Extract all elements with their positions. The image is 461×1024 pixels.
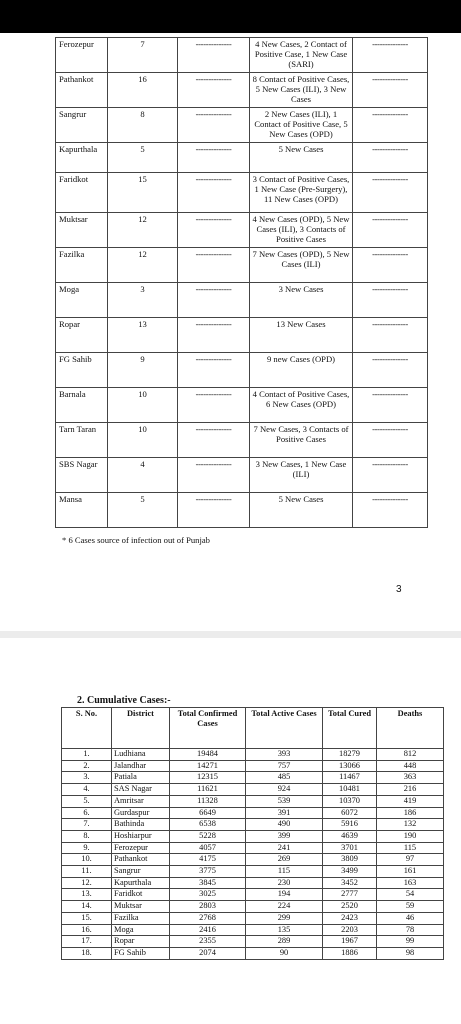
- active-cell: 289: [246, 936, 323, 948]
- s-no-cell: 6.: [62, 807, 112, 819]
- daily-cases-table: [55, 37, 428, 528]
- dash-cell: --------------: [353, 213, 428, 248]
- header-total-confirmed: Total Confirmed Cases: [170, 708, 246, 749]
- active-cell: 90: [246, 947, 323, 959]
- cured-cell: 13066: [323, 760, 377, 772]
- district-cell: Ludhiana: [112, 749, 170, 761]
- confirmed-cell: 11621: [170, 784, 246, 796]
- confirmed-cell: 14271: [170, 760, 246, 772]
- table-row: [56, 143, 428, 173]
- confirmed-cell: 2355: [170, 936, 246, 948]
- s-no-cell: 1.: [62, 749, 112, 761]
- dash-cell: --------------: [178, 493, 250, 528]
- confirmed-cell: 4057: [170, 842, 246, 854]
- table-row: [62, 749, 444, 761]
- confirmed-cell: 3845: [170, 877, 246, 889]
- daily-cases-table-body: [56, 38, 428, 528]
- count-cell: 12: [108, 248, 178, 283]
- table-row: [62, 830, 444, 842]
- table-row: [62, 947, 444, 959]
- s-no-cell: 13.: [62, 889, 112, 901]
- district-cell: Fazilka: [56, 248, 108, 283]
- active-cell: 485: [246, 772, 323, 784]
- table-row: [62, 760, 444, 772]
- district-cell: Kapurthala: [56, 143, 108, 173]
- district-cell: Ropar: [56, 318, 108, 353]
- district-cell: Amritsar: [112, 795, 170, 807]
- cured-cell: 3499: [323, 866, 377, 878]
- count-cell: 12: [108, 213, 178, 248]
- s-no-cell: 12.: [62, 877, 112, 889]
- document-page-3: [0, 33, 461, 631]
- top-black-bar: [0, 0, 461, 33]
- deaths-cell: 363: [377, 772, 444, 784]
- cured-cell: 18279: [323, 749, 377, 761]
- confirmed-cell: 19484: [170, 749, 246, 761]
- active-cell: 924: [246, 784, 323, 796]
- table-row: [62, 877, 444, 889]
- deaths-cell: 98: [377, 947, 444, 959]
- district-cell: SAS Nagar: [112, 784, 170, 796]
- remarks-cell: 5 New Cases: [250, 143, 353, 173]
- table-row: [62, 819, 444, 831]
- s-no-cell: 9.: [62, 842, 112, 854]
- deaths-cell: 186: [377, 807, 444, 819]
- count-cell: 15: [108, 173, 178, 213]
- district-cell: Moga: [112, 924, 170, 936]
- s-no-cell: 14.: [62, 901, 112, 913]
- district-cell: Ferozepur: [56, 38, 108, 73]
- count-cell: 13: [108, 318, 178, 353]
- district-cell: Tarn Taran: [56, 423, 108, 458]
- cured-cell: 3452: [323, 877, 377, 889]
- dash-cell: --------------: [353, 143, 428, 173]
- s-no-cell: 7.: [62, 819, 112, 831]
- s-no-cell: 5.: [62, 795, 112, 807]
- table-row: [62, 936, 444, 948]
- dash-cell: --------------: [353, 423, 428, 458]
- active-cell: 490: [246, 819, 323, 831]
- table-row: [62, 772, 444, 784]
- remarks-cell: 4 New Cases (OPD), 5 New Cases (ILI), 3 Contacts of Positive Cases: [250, 213, 353, 248]
- count-cell: 5: [108, 493, 178, 528]
- table-row: [62, 889, 444, 901]
- dash-cell: --------------: [353, 38, 428, 73]
- table-row: [62, 795, 444, 807]
- confirmed-cell: 12315: [170, 772, 246, 784]
- table-row: [62, 912, 444, 924]
- page-gap: [0, 631, 461, 638]
- active-cell: 241: [246, 842, 323, 854]
- table-row: [56, 493, 428, 528]
- table-row: [56, 318, 428, 353]
- district-cell: Fazilka: [112, 912, 170, 924]
- dash-cell: --------------: [178, 73, 250, 108]
- dash-cell: --------------: [353, 173, 428, 213]
- count-cell: 7: [108, 38, 178, 73]
- dash-cell: --------------: [178, 213, 250, 248]
- remarks-cell: 2 New Cases (ILI), 1 Contact of Positive Case, 5 New Cases (OPD): [250, 108, 353, 143]
- dash-cell: --------------: [353, 388, 428, 423]
- table-row: [56, 38, 428, 73]
- confirmed-cell: 3775: [170, 866, 246, 878]
- cured-cell: 6072: [323, 807, 377, 819]
- confirmed-cell: 2416: [170, 924, 246, 936]
- dash-cell: --------------: [178, 388, 250, 423]
- confirmed-cell: 2074: [170, 947, 246, 959]
- district-cell: Faridkot: [112, 889, 170, 901]
- active-cell: 230: [246, 877, 323, 889]
- active-cell: 399: [246, 830, 323, 842]
- table-row: [62, 901, 444, 913]
- district-cell: Barnala: [56, 388, 108, 423]
- count-cell: 8: [108, 108, 178, 143]
- dash-cell: --------------: [178, 283, 250, 318]
- cured-cell: 11467: [323, 772, 377, 784]
- remarks-cell: 4 New Cases, 2 Contact of Positive Case, 1 New Case (SARI): [250, 38, 353, 73]
- table-row: [56, 173, 428, 213]
- district-cell: Sangrur: [56, 108, 108, 143]
- s-no-cell: 8.: [62, 830, 112, 842]
- remarks-cell: 5 New Cases: [250, 493, 353, 528]
- remarks-cell: 8 Contact of Positive Cases, 5 New Cases (ILI), 3 New Cases: [250, 73, 353, 108]
- table-row: [62, 807, 444, 819]
- dash-cell: --------------: [178, 248, 250, 283]
- document-page-4: [0, 638, 461, 1024]
- dash-cell: --------------: [353, 353, 428, 388]
- dash-cell: --------------: [353, 108, 428, 143]
- district-cell: Pathankot: [112, 854, 170, 866]
- s-no-cell: 10.: [62, 854, 112, 866]
- cumulative-cases-table-body: [62, 749, 444, 960]
- district-cell: Gurdaspur: [112, 807, 170, 819]
- cured-cell: 2203: [323, 924, 377, 936]
- table-row: [62, 924, 444, 936]
- count-cell: 3: [108, 283, 178, 318]
- s-no-cell: 2.: [62, 760, 112, 772]
- dash-cell: --------------: [353, 458, 428, 493]
- count-cell: 10: [108, 423, 178, 458]
- cured-cell: 3701: [323, 842, 377, 854]
- dash-cell: --------------: [178, 38, 250, 73]
- deaths-cell: 99: [377, 936, 444, 948]
- district-cell: Muktsar: [112, 901, 170, 913]
- dash-cell: --------------: [353, 73, 428, 108]
- confirmed-cell: 2768: [170, 912, 246, 924]
- district-cell: Pathankot: [56, 73, 108, 108]
- active-cell: 393: [246, 749, 323, 761]
- dash-cell: --------------: [178, 108, 250, 143]
- dash-cell: --------------: [178, 143, 250, 173]
- count-cell: 10: [108, 388, 178, 423]
- table-row: [56, 353, 428, 388]
- table-row: [62, 854, 444, 866]
- dash-cell: --------------: [178, 353, 250, 388]
- active-cell: 391: [246, 807, 323, 819]
- cured-cell: 1886: [323, 947, 377, 959]
- deaths-cell: 163: [377, 877, 444, 889]
- district-cell: Hoshiarpur: [112, 830, 170, 842]
- active-cell: 135: [246, 924, 323, 936]
- dash-cell: --------------: [178, 458, 250, 493]
- confirmed-cell: 4175: [170, 854, 246, 866]
- remarks-cell: 13 New Cases: [250, 318, 353, 353]
- cured-cell: 2777: [323, 889, 377, 901]
- table-row: [56, 73, 428, 108]
- s-no-cell: 11.: [62, 866, 112, 878]
- deaths-cell: 161: [377, 866, 444, 878]
- cumulative-cases-table: [61, 707, 444, 960]
- district-cell: Patiala: [112, 772, 170, 784]
- count-cell: 5: [108, 143, 178, 173]
- district-cell: Ropar: [112, 936, 170, 948]
- deaths-cell: 419: [377, 795, 444, 807]
- footnote: * 6 Cases source of infection out of Punjab: [62, 535, 210, 545]
- confirmed-cell: 5228: [170, 830, 246, 842]
- deaths-cell: 97: [377, 854, 444, 866]
- cured-cell: 4639: [323, 830, 377, 842]
- district-cell: Moga: [56, 283, 108, 318]
- dash-cell: --------------: [353, 493, 428, 528]
- table-row: [56, 213, 428, 248]
- s-no-cell: 4.: [62, 784, 112, 796]
- remarks-cell: 4 Contact of Positive Cases, 6 New Cases (OPD): [250, 388, 353, 423]
- active-cell: 757: [246, 760, 323, 772]
- table-header-row: [62, 708, 444, 749]
- cured-cell: 1967: [323, 936, 377, 948]
- section-title: 2. Cumulative Cases:-: [77, 695, 171, 706]
- active-cell: 224: [246, 901, 323, 913]
- confirmed-cell: 6649: [170, 807, 246, 819]
- active-cell: 299: [246, 912, 323, 924]
- deaths-cell: 190: [377, 830, 444, 842]
- active-cell: 115: [246, 866, 323, 878]
- dash-cell: --------------: [353, 283, 428, 318]
- dash-cell: --------------: [178, 318, 250, 353]
- cured-cell: 5916: [323, 819, 377, 831]
- deaths-cell: 59: [377, 901, 444, 913]
- deaths-cell: 54: [377, 889, 444, 901]
- district-cell: FG Sahib: [112, 947, 170, 959]
- active-cell: 194: [246, 889, 323, 901]
- header-total-cured: Total Cured: [323, 708, 377, 749]
- remarks-cell: 3 New Cases: [250, 283, 353, 318]
- dash-cell: --------------: [178, 423, 250, 458]
- dash-cell: --------------: [353, 248, 428, 283]
- district-cell: Bathinda: [112, 819, 170, 831]
- count-cell: 4: [108, 458, 178, 493]
- table-row: [62, 842, 444, 854]
- table-row: [56, 458, 428, 493]
- cured-cell: 2423: [323, 912, 377, 924]
- active-cell: 539: [246, 795, 323, 807]
- district-cell: Kapurthala: [112, 877, 170, 889]
- cured-cell: 2520: [323, 901, 377, 913]
- header-s-no: S. No.: [62, 708, 112, 749]
- dash-cell: --------------: [178, 173, 250, 213]
- table-row: [62, 784, 444, 796]
- remarks-cell: 7 New Cases (OPD), 5 New Cases (ILI): [250, 248, 353, 283]
- s-no-cell: 3.: [62, 772, 112, 784]
- district-cell: Sangrur: [112, 866, 170, 878]
- district-cell: Ferozepur: [112, 842, 170, 854]
- cured-cell: 10481: [323, 784, 377, 796]
- district-cell: Jalandhar: [112, 760, 170, 772]
- header-district: District: [112, 708, 170, 749]
- deaths-cell: 46: [377, 912, 444, 924]
- table-row: [56, 108, 428, 143]
- remarks-cell: 3 New Cases, 1 New Case (ILI): [250, 458, 353, 493]
- count-cell: 16: [108, 73, 178, 108]
- header-total-active: Total Active Cases: [246, 708, 323, 749]
- dash-cell: --------------: [353, 318, 428, 353]
- deaths-cell: 115: [377, 842, 444, 854]
- remarks-cell: 3 Contact of Positive Cases, 1 New Case (Pre-Surgery), 11 New Cases (OPD): [250, 173, 353, 213]
- table-row: [56, 388, 428, 423]
- deaths-cell: 448: [377, 760, 444, 772]
- s-no-cell: 17.: [62, 936, 112, 948]
- district-cell: FG Sahib: [56, 353, 108, 388]
- deaths-cell: 132: [377, 819, 444, 831]
- district-cell: Faridkot: [56, 173, 108, 213]
- remarks-cell: 7 New Cases, 3 Contacts of Positive Cases: [250, 423, 353, 458]
- confirmed-cell: 3025: [170, 889, 246, 901]
- deaths-cell: 812: [377, 749, 444, 761]
- table-row: [62, 866, 444, 878]
- header-deaths: Deaths: [377, 708, 444, 749]
- deaths-cell: 78: [377, 924, 444, 936]
- district-cell: Mansa: [56, 493, 108, 528]
- cured-cell: 3809: [323, 854, 377, 866]
- table-row: [56, 423, 428, 458]
- district-cell: SBS Nagar: [56, 458, 108, 493]
- s-no-cell: 18.: [62, 947, 112, 959]
- page-number: 3: [396, 584, 402, 595]
- deaths-cell: 216: [377, 784, 444, 796]
- s-no-cell: 15.: [62, 912, 112, 924]
- s-no-cell: 16.: [62, 924, 112, 936]
- district-cell: Muktsar: [56, 213, 108, 248]
- remarks-cell: 9 new Cases (OPD): [250, 353, 353, 388]
- count-cell: 9: [108, 353, 178, 388]
- confirmed-cell: 11328: [170, 795, 246, 807]
- table-row: [56, 248, 428, 283]
- cured-cell: 10370: [323, 795, 377, 807]
- confirmed-cell: 6538: [170, 819, 246, 831]
- table-row: [56, 283, 428, 318]
- confirmed-cell: 2803: [170, 901, 246, 913]
- active-cell: 269: [246, 854, 323, 866]
